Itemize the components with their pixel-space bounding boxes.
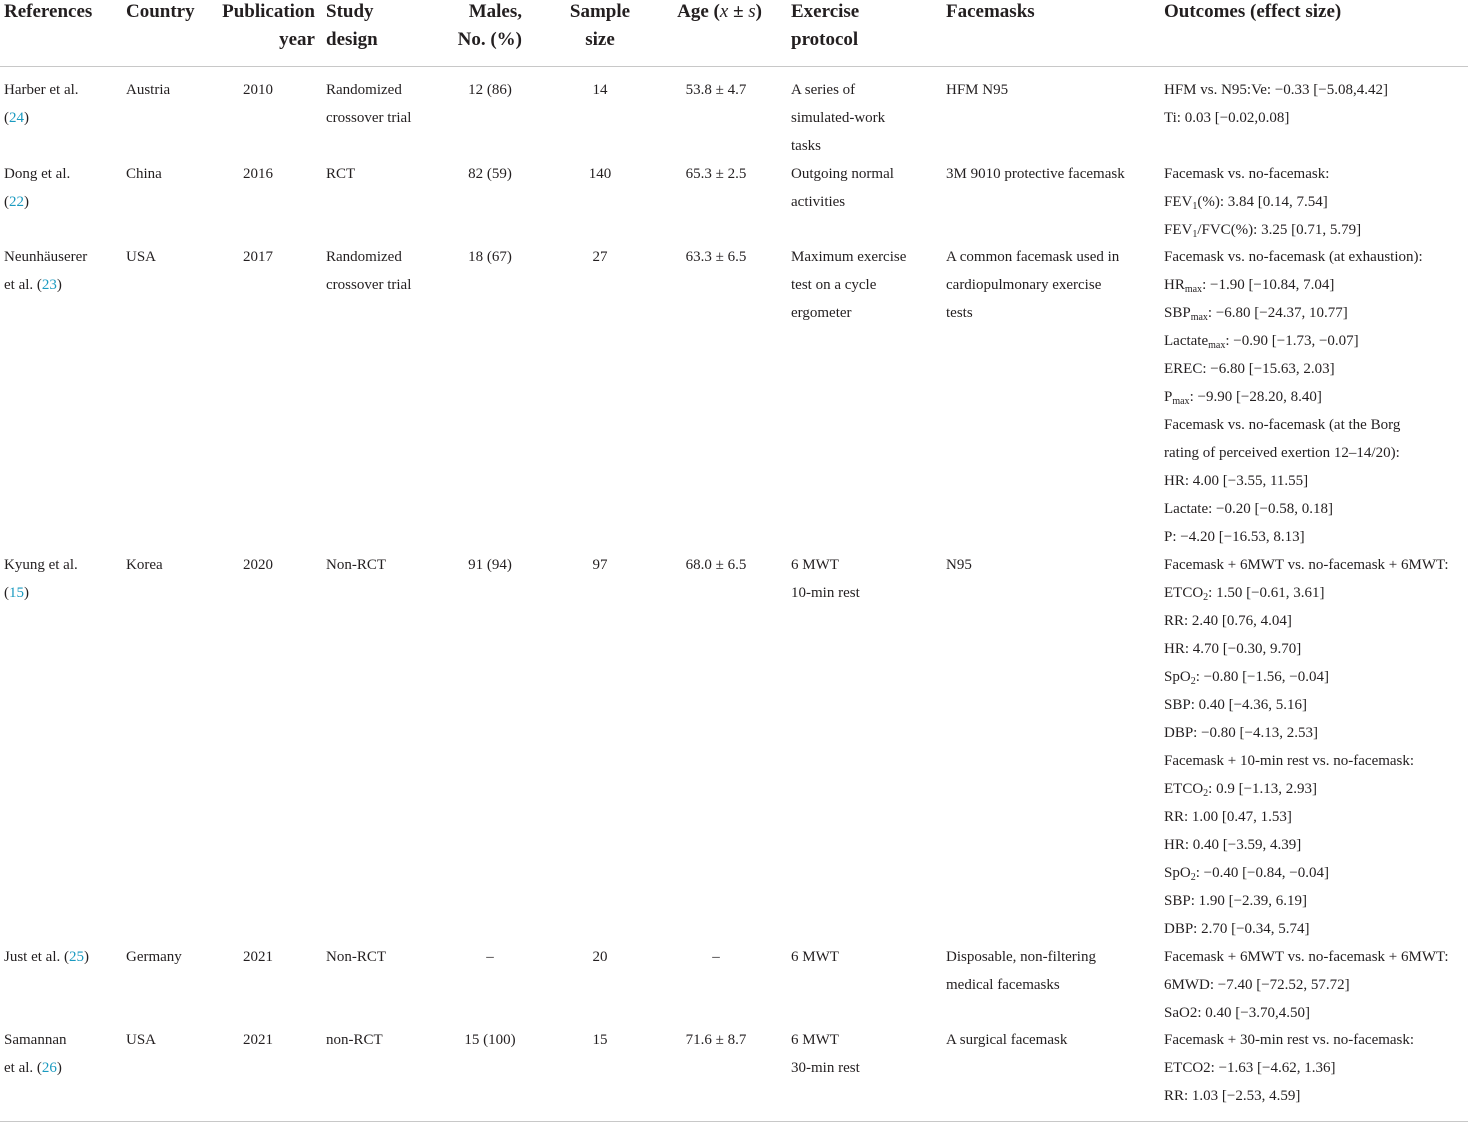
header-exercise-protocol-line2: protocol	[791, 29, 859, 50]
cell-outcomes-line: RR: 1.00 [0.47, 1.53]	[1164, 809, 1292, 825]
header-exercise-protocol-line1: Exercise	[791, 1, 860, 22]
cell-exercise-protocol	[791, 551, 860, 607]
header-publication-year-line2: year	[279, 29, 315, 50]
cell-facemasks-line: A common facemask used in	[946, 249, 1120, 265]
cell-reference	[4, 243, 87, 299]
cell-outcomes-line: EREC: −6.80 [−15.63, 2.03]	[1164, 361, 1335, 377]
cell-sample-size-line: 140	[588, 166, 612, 182]
cell-country	[126, 243, 156, 271]
header-study-design	[326, 0, 378, 54]
cell-study-design	[326, 160, 355, 188]
cell-exercise-protocol-line: 6 MWT	[791, 557, 839, 573]
cell-exercise-protocol-line: tasks	[791, 138, 821, 154]
cell-facemasks-line: N95	[946, 557, 972, 573]
cell-outcomes-line: RR: 1.03 [−2.53, 4.59]	[1164, 1088, 1301, 1104]
cell-exercise-protocol-line: 30-min rest	[791, 1060, 860, 1076]
cell-facemasks-line: A surgical facemask	[946, 1032, 1068, 1048]
header-males-line1: Males,	[468, 1, 522, 22]
cell-outcomes-line: HR: 4.70 [−0.30, 9.70]	[1164, 641, 1302, 657]
cell-publication-year-line: 2010	[243, 82, 273, 98]
header-males	[458, 0, 522, 54]
cell-outcomes-line: 6MWD: −7.40 [−72.52, 57.72]	[1164, 977, 1350, 993]
cell-exercise-protocol	[791, 243, 906, 327]
cell-publication-year-line: 2016	[243, 166, 273, 182]
cell-outcomes	[1164, 551, 1449, 943]
cell-reference	[4, 76, 79, 132]
cell-reference-line: Harber et al.	[4, 82, 79, 98]
cell-outcomes-line: SBP: 0.40 [−4.36, 5.16]	[1164, 697, 1308, 713]
cell-outcomes	[1164, 943, 1449, 1027]
header-publication-year	[222, 0, 315, 54]
citation-link[interactable]: 26	[41, 1060, 57, 1076]
cell-outcomes-line: Ti: 0.03 [−0.02,0.08]	[1164, 110, 1290, 126]
cell-outcomes-line: $ETCO_2$: 1.50 [−0.61, 3.61]	[1164, 585, 1325, 603]
cell-facemasks-line: medical facemasks	[946, 977, 1060, 993]
cell-facemasks-line: tests	[946, 305, 973, 321]
header-sample-size-line1: Sample	[569, 1, 631, 22]
cell-reference-line: et al. (26)	[4, 1060, 62, 1076]
cell-males	[468, 243, 512, 271]
cell-publication-year	[243, 160, 273, 188]
cell-facemasks	[946, 551, 972, 579]
cell-age	[686, 1026, 747, 1054]
citation-link[interactable]: 24	[9, 110, 24, 126]
cell-age	[712, 943, 720, 971]
cell-reference-line: (22)	[4, 194, 29, 210]
cell-exercise-protocol	[791, 76, 885, 160]
cell-reference-line: Samannan	[4, 1032, 67, 1048]
cell-sample-size-line: 97	[592, 557, 608, 573]
citation-link[interactable]: 25	[69, 949, 84, 965]
cell-outcomes-line: DBP: 2.70 [−0.34, 5.74]	[1164, 921, 1310, 937]
header-outcomes: Outcomes (effect size)	[1164, 1, 1342, 22]
cell-outcomes-line: Facemask + 10-min rest vs. no-facemask:	[1164, 753, 1415, 769]
cell-males	[464, 1026, 515, 1054]
cell-sample-size	[593, 943, 608, 971]
header-study-design-line2: design	[326, 29, 378, 50]
cell-outcomes-line: Facemask + 6MWT vs. no-facemask + 6MWT:	[1164, 949, 1449, 965]
cell-country	[126, 76, 170, 104]
header-references: References	[4, 1, 93, 22]
cell-males-line: 82 (59)	[468, 166, 512, 182]
cell-publication-year-line: 2021	[243, 1032, 273, 1048]
cell-outcomes-line: rating of perceived exertion 12–14/20):	[1164, 445, 1400, 461]
cell-males-line: 18 (67)	[468, 249, 512, 265]
cell-exercise-protocol-line: activities	[791, 194, 846, 210]
cell-country	[126, 943, 182, 971]
cell-country-line: USA	[126, 249, 157, 265]
cell-publication-year	[243, 551, 273, 579]
cell-age	[686, 160, 747, 188]
cell-facemasks-line: cardiopulmonary exercise	[946, 277, 1102, 293]
cell-reference-line: Just et al. (25)	[4, 949, 89, 965]
header-rule	[0, 66, 1468, 67]
cell-outcomes-line: Facemask + 6MWT vs. no-facemask + 6MWT:	[1164, 557, 1449, 573]
cell-study-design	[326, 243, 411, 299]
cell-country	[126, 1026, 156, 1054]
header-facemasks: Facemasks	[946, 1, 1035, 22]
cell-facemasks-line: 3M 9010 protective facemask	[946, 166, 1125, 182]
cell-country-line: Austria	[126, 82, 171, 98]
cell-publication-year-line: 2020	[243, 557, 273, 573]
cell-publication-year-line: 2017	[243, 249, 273, 265]
cell-country-line: China	[126, 166, 162, 182]
cell-sample-size-line: 15	[592, 1032, 608, 1048]
cell-outcomes	[1164, 1026, 1414, 1110]
cell-outcomes-line: DBP: −0.80 [−4.13, 2.53]	[1164, 725, 1319, 741]
cell-sample-size-line: 14	[592, 82, 608, 98]
cell-outcomes-line: $P_{max}$: −9.90 [−28.20, 8.40]	[1164, 389, 1322, 407]
cell-males	[486, 943, 494, 971]
header-country: Country	[126, 1, 195, 22]
cell-age-line: –	[712, 949, 720, 965]
header-males-line2: No. (%)	[457, 29, 522, 50]
cell-outcomes-line: SpO$_2$: −0.80 [−1.56, −0.04]	[1164, 669, 1329, 687]
cell-males-line: 12 (86)	[468, 82, 512, 98]
cell-publication-year	[243, 943, 273, 971]
cell-outcomes-line: Facemask vs. no-facemask (at the Borg	[1164, 417, 1401, 433]
cell-age-line: 63.3 ± 6.5	[685, 249, 747, 265]
cell-study-design-line: Randomized	[326, 82, 402, 98]
cell-outcomes-line: HR: 4.00 [−3.55, 11.55]	[1164, 473, 1309, 489]
cell-sample-size-line: 27	[592, 249, 608, 265]
cell-facemasks	[946, 76, 1008, 104]
cell-age-line: 65.3 ± 2.5	[685, 166, 747, 182]
cell-study-design	[326, 76, 411, 132]
cell-outcomes-line: HR: 0.40 [−3.59, 4.39]	[1164, 837, 1302, 853]
cell-males	[468, 76, 512, 104]
cell-outcomes-line: $FEV_1(\%)$: 3.84 [0.14, 7.54]	[1164, 194, 1328, 212]
cell-males	[468, 551, 512, 579]
cell-outcomes-line: $HR_{max}$: −1.90 [−10.84, 7.04]	[1164, 277, 1335, 295]
cell-outcomes	[1164, 160, 1361, 244]
cell-country	[126, 160, 162, 188]
cell-outcomes-line: Facemask vs. no-facemask (at exhaustion):	[1164, 249, 1423, 265]
cell-age-line: 71.6 ± 8.7	[685, 1032, 747, 1048]
cell-study-design	[326, 943, 386, 971]
cell-outcomes-line: RR: 2.40 [0.76, 4.04]	[1164, 613, 1292, 629]
cell-exercise-protocol	[791, 160, 894, 216]
cell-study-design-line: crossover trial	[326, 277, 412, 293]
cell-outcomes-line: $FEV_1/FVC(\%)$: 3.25 [0.71, 5.79]	[1164, 222, 1362, 240]
cell-outcomes	[1164, 76, 1388, 132]
cell-publication-year	[243, 243, 273, 271]
cell-reference-line: Neunhäuserer	[4, 249, 88, 265]
header-age: Age (x ± s)	[677, 1, 762, 22]
cell-exercise-protocol-line: ergometer	[791, 305, 852, 321]
cell-outcomes-line: HFM vs. N95:Ve: −0.33 [−5.08,4.42]	[1164, 82, 1389, 98]
cell-country	[126, 551, 163, 579]
cell-outcomes-line: Facemask + 30-min rest vs. no-facemask:	[1164, 1032, 1415, 1048]
cell-country-line: Germany	[126, 949, 182, 965]
cell-study-design-line: RCT	[326, 166, 356, 182]
cell-reference-line: et al. (23)	[4, 277, 62, 293]
cell-reference-line: (15)	[4, 585, 29, 601]
cell-reference	[4, 1026, 66, 1082]
cell-reference	[4, 943, 89, 971]
cell-study-design	[326, 551, 386, 579]
cell-outcomes-line: SaO2: 0.40 [−3.70,4.50]	[1164, 1005, 1310, 1021]
cell-age-line: 53.8 ± 4.7	[685, 82, 747, 98]
cell-study-design-line: Randomized	[326, 249, 402, 265]
cell-reference	[4, 160, 70, 216]
cell-outcomes-line: SBP: 1.90 [−2.39, 6.19]	[1164, 893, 1308, 909]
cell-facemasks-line: Disposable, non-filtering	[946, 949, 1096, 965]
cell-reference-line: Kyung et al.	[4, 557, 78, 573]
cell-exercise-protocol-line: Outgoing normal	[791, 166, 894, 182]
header-publication-year-line1: Publication	[222, 1, 315, 22]
cell-facemasks	[946, 943, 1096, 999]
citation-link[interactable]: 15	[9, 585, 24, 601]
cell-outcomes-line: SpO$_2$: −0.40 [−0.84, −0.04]	[1164, 865, 1329, 883]
citation-link[interactable]: 23	[41, 277, 57, 293]
bottom-rule	[0, 1121, 1468, 1122]
cell-exercise-protocol-line: 6 MWT	[791, 1032, 839, 1048]
cell-sample-size	[593, 76, 608, 104]
cell-age	[686, 243, 747, 271]
cell-publication-year	[243, 76, 273, 104]
cell-country-line: Korea	[126, 557, 163, 573]
cell-exercise-protocol-line: simulated-work	[791, 110, 886, 126]
cell-exercise-protocol-line: A series of	[791, 82, 856, 98]
cell-outcomes-line: Lactate: −0.20 [−0.58, 0.18]	[1164, 501, 1333, 517]
header-sample-size-line2: size	[585, 29, 615, 50]
cell-sample-size-line: 20	[592, 949, 608, 965]
header-exercise-protocol	[791, 0, 859, 54]
cell-outcomes-line: $ETCO_2$: 0.9 [−1.13, 2.93]	[1164, 781, 1318, 799]
citation-link[interactable]: 22	[9, 194, 24, 210]
cell-facemasks-line: HFM N95	[946, 82, 1009, 98]
cell-facemasks	[946, 243, 1119, 327]
header-study-design-line1: Study	[326, 1, 374, 22]
cell-study-design-line: Non-RCT	[326, 949, 386, 965]
cell-age	[686, 551, 747, 579]
cell-males-line: 15 (100)	[464, 1032, 516, 1048]
cell-exercise-protocol-line: 10-min rest	[791, 585, 860, 601]
cell-sample-size	[589, 160, 612, 188]
cell-publication-year	[243, 1026, 273, 1054]
cell-age-line: 68.0 ± 6.5	[685, 557, 747, 573]
cell-outcomes-line: P: −4.20 [−16.53, 8.13]	[1164, 529, 1305, 545]
cell-sample-size	[593, 1026, 608, 1054]
cell-males	[468, 160, 512, 188]
cell-outcomes-line: ETCO2: −1.63 [−4.62, 1.36]	[1164, 1060, 1336, 1076]
cell-outcomes-line: Facemask vs. no-facemask:	[1164, 166, 1330, 182]
cell-outcomes	[1164, 243, 1423, 551]
cell-study-design-line: Non-RCT	[326, 557, 386, 573]
cell-exercise-protocol	[791, 1026, 860, 1082]
cell-males-line: –	[486, 949, 494, 965]
cell-reference-line: (24)	[4, 110, 29, 126]
cell-reference	[4, 551, 78, 607]
cell-sample-size	[593, 551, 608, 579]
cell-sample-size	[593, 243, 608, 271]
cell-facemasks	[946, 1026, 1067, 1054]
cell-study-design-line: crossover trial	[326, 110, 412, 126]
cell-publication-year-line: 2021	[243, 949, 273, 965]
cell-facemasks	[946, 160, 1125, 188]
cell-exercise-protocol-line: test on a cycle	[791, 277, 877, 293]
cell-country-line: USA	[126, 1032, 157, 1048]
cell-exercise-protocol	[791, 943, 839, 971]
cell-outcomes-line: Lactate$_{max}$: −0.90 [−1.73, −0.07]	[1164, 333, 1359, 351]
cell-exercise-protocol-line: 6 MWT	[791, 949, 839, 965]
cell-age	[686, 76, 747, 104]
cell-study-design	[326, 1026, 383, 1054]
cell-exercise-protocol-line: Maximum exercise	[791, 249, 907, 265]
header-sample-size	[570, 0, 630, 54]
cell-males-line: 91 (94)	[468, 557, 512, 573]
cell-reference-line: Dong et al.	[4, 166, 71, 182]
cell-outcomes-line: $SBP_{max}$: −6.80 [−24.37, 10.77]	[1164, 305, 1348, 323]
cell-study-design-line: non-RCT	[326, 1032, 383, 1048]
